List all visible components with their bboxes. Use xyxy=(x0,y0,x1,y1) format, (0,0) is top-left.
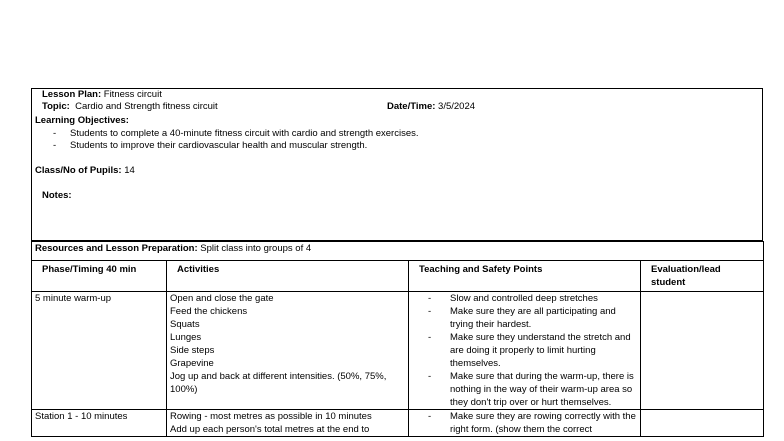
activity-item: Squats xyxy=(170,319,200,330)
column-header-phase: Phase/Timing 40 min xyxy=(32,261,167,292)
activity-item: Add up each person's total metres at the end to xyxy=(170,424,370,435)
resources-cell xyxy=(32,242,764,261)
activities-cell xyxy=(167,410,409,437)
evaluation-cell xyxy=(641,292,764,410)
teaching-point: - Make sure they understand the stretch and are doing it properly to limit hurting themselves. xyxy=(412,331,637,370)
activity-item: Open and close the gate xyxy=(170,293,274,304)
activity-item: 100%) xyxy=(170,384,198,395)
lesson-plan-line xyxy=(42,89,162,100)
activity-item: Grapevine xyxy=(170,358,214,369)
teaching-point: - Make sure they are rowing correctly with the right form. (show them the correct xyxy=(412,410,637,436)
teaching-point: - Slow and controlled deep stretches xyxy=(412,292,637,305)
table-header-row xyxy=(32,261,764,292)
resources-row xyxy=(32,242,764,261)
teaching-points-cell xyxy=(409,410,641,437)
resources-value: Split class into groups of 4 xyxy=(200,243,312,254)
topic-line xyxy=(42,101,218,112)
activity-item: Side steps xyxy=(170,345,215,356)
activities-cell xyxy=(167,292,409,410)
phase-cell: 5 minute warm-up xyxy=(32,292,167,410)
datetime-line xyxy=(387,101,475,112)
activity-item: Jog up and back at different intensities. (50%, 75%, xyxy=(170,371,387,382)
class-value: 14 xyxy=(124,165,135,176)
lesson-plan-label: Lesson Plan: xyxy=(42,89,102,100)
topic-value: Cardio and Strength fitness circuit xyxy=(75,101,218,112)
lesson-table xyxy=(31,241,764,437)
activity-item: Feed the chickens xyxy=(170,306,248,317)
learning-objectives-label: Learning Objectives: xyxy=(35,115,129,126)
evaluation-cell xyxy=(641,410,764,437)
teaching-point: - Make sure that during the warm-up, there is nothing in the way of their warm-up area so they don't trip over or hurt themselves. xyxy=(412,370,637,409)
table-row xyxy=(32,292,764,410)
column-header-teaching-points: Teaching and Safety Points xyxy=(409,261,641,292)
teaching-points-cell xyxy=(409,292,641,410)
lesson-plan-value: Fitness circuit xyxy=(103,89,162,100)
objective-item: Students to improve their cardiovascular health and muscular strength. xyxy=(70,140,368,151)
datetime-value: 3/5/2024 xyxy=(438,101,476,112)
class-label: Class/No of Pupils: xyxy=(35,165,122,176)
topic-label: Topic: xyxy=(42,101,70,112)
objective-bullet: - xyxy=(53,128,57,139)
datetime-label: Date/Time: xyxy=(387,101,436,112)
activity-item: Lunges xyxy=(170,332,202,343)
class-line xyxy=(35,165,135,176)
phase-cell: Station 1 - 10 minutes xyxy=(32,410,167,437)
teaching-point: - Make sure they are all participating and trying their hardest. xyxy=(412,305,637,331)
column-header-evaluation: Evaluation/lead student xyxy=(641,261,764,292)
column-header-activities: Activities xyxy=(167,261,409,292)
resources-label: Resources and Lesson Preparation: xyxy=(35,243,198,254)
activity-item: Rowing - most metres as possible in 10 minutes xyxy=(170,411,372,422)
objective-bullet: - xyxy=(53,140,57,151)
notes-label: Notes: xyxy=(42,190,72,201)
table-row xyxy=(32,410,764,437)
objective-item: Students to complete a 40-minute fitness circuit with cardio and strength exercises. xyxy=(70,128,419,139)
